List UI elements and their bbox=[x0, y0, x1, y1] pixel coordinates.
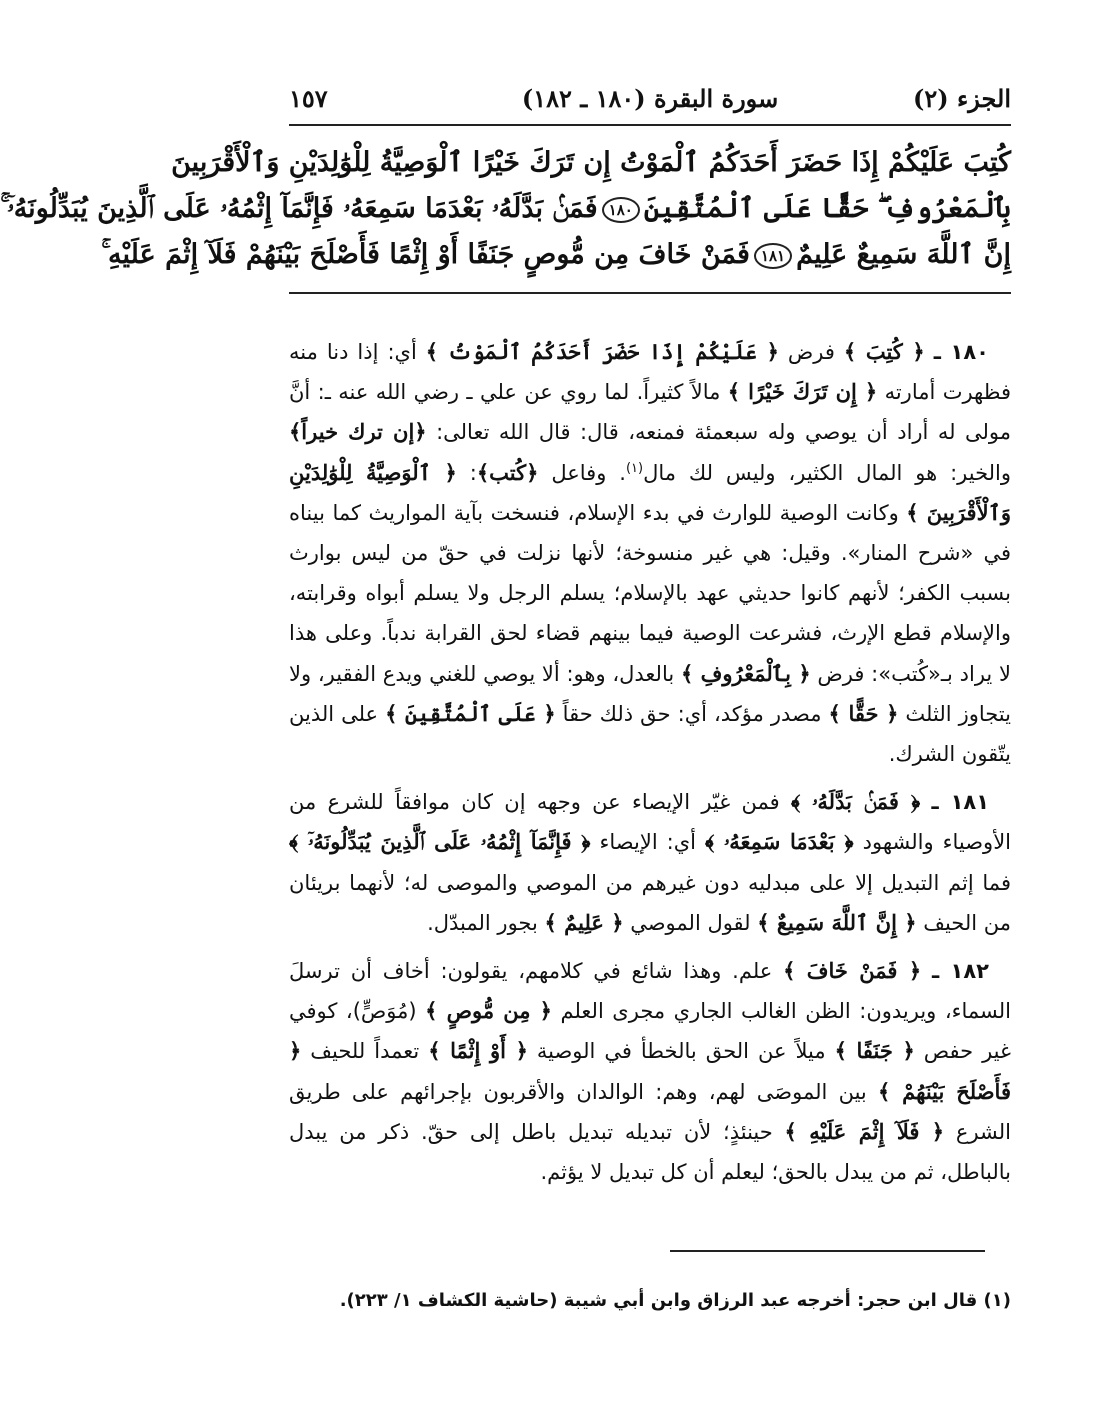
page-number: ١٥٧ bbox=[289, 84, 328, 113]
quote: ﴿ فَمَنْ خَافَ ﴾ bbox=[783, 958, 922, 984]
text: فمن غيّر الإيصاء عن وجهه إن كان موافقاً للشرع من الأوصياء والشهود bbox=[289, 790, 1012, 855]
header-divider bbox=[289, 124, 1011, 126]
commentary bbox=[289, 332, 1011, 1192]
juz-label: الجزء (٢) bbox=[913, 84, 1011, 113]
text: فما إثم التبديل إلا على مبدليه دون غيرهم من الموصي والموصى له؛ لأنهما بريئان من الحيف bbox=[289, 870, 1011, 935]
quran-text: إِنَّ ٱللَّهَ سَمِيعٌ عَلِيمٌ bbox=[796, 239, 1011, 270]
text: فرض bbox=[778, 340, 844, 364]
verse-number: ١٨١ ـ bbox=[931, 790, 990, 815]
text: علم. وهذا شائع في كلامهم، يقولون: أخاف أن ترسلَ السماء، ويريدون: الظن الغالب الجاري مجرى العلم bbox=[289, 959, 1012, 1024]
page-header bbox=[289, 78, 1011, 122]
text: على الذين يتّقون الشرك. bbox=[289, 701, 1011, 767]
verses-divider bbox=[289, 292, 1011, 294]
quran-text: كُتِبَ عَلَيْكُمْ إِذَا حَضَرَ أَحَدَكُمُ ٱلْمَوْتُ إِن تَرَكَ خَيْرًا ٱلْوَصِيَّةُ لِلْوَٰلِدَيْنِ وَٱلْأَقْرَبِينَ bbox=[171, 147, 1011, 178]
quote: ﴿إن ترك خيراً﴾ bbox=[289, 419, 427, 445]
text: : bbox=[456, 460, 477, 485]
quote: ﴿ إِنَّ ٱللَّهَ سَمِيعٌ ﴾ bbox=[757, 909, 917, 935]
text: مالاً كثيراً. لما روي عن علي ـ رضي الله عنه ـ: أنَّ مولى له أراد أن يوصي وله سبعمئة فمنعه، قال: قال الله تعالى: bbox=[289, 380, 1012, 445]
verse-number: ١٨٠ ـ bbox=[933, 340, 989, 364]
quote: ﴿ بَعْدَمَا سَمِعَهُۥ ﴾ bbox=[705, 829, 854, 855]
quote: ﴿ عَلَيْكُمْ إِذَا حَضَرَ أَحَدَكُمُ ٱلْمَوْتُ ﴾ bbox=[425, 339, 779, 364]
quote: ﴿ أَوْ إِثْمًا ﴾ bbox=[428, 1038, 528, 1064]
quote: ﴿ فَلَآ إِثْمَ عَلَيْهِ ﴾ bbox=[784, 1118, 945, 1144]
text: تعمداً للحيف bbox=[301, 1039, 429, 1064]
quote: ﴿ إِن تَرَكَ خَيْرًا ﴾ bbox=[727, 379, 878, 405]
commentary-paragraph-180 bbox=[289, 332, 1011, 774]
quote: ﴿ كُتِبَ ﴾ bbox=[843, 339, 925, 364]
quote: ﴿ مِن مُّوصٍ ﴾ bbox=[425, 998, 552, 1024]
quran-text: فَمَنْ خَافَ مِن مُّوصٍ جَنَفًا أَوْ إِثْمًا فَأَصْلَحَ بَيْنَهُمْ فَلَآ إِثْمَ عَلَيْهِ ۚ bbox=[101, 239, 750, 270]
text: وكانت الوصية للوارث في بدء الإسلام، فنسخت بآية المواريث كما بيناه في «شرح المنار». وقيل: هي غير منسوخة؛ لأنها نزلت في حقّ من ليس بوارث بسبب الكفر؛ لأنهم كانوا حديثي عهد بالإسلام؛ يسلم الرجل ولا يسلم أبواه وقرابته، والإسلام قطع الإرث، فشرعت الوصية فيما بينهم قضاء لحق القرابة ندباً. وعلى هذا لا يراد بـ«كُتب»: فرض bbox=[289, 500, 1011, 686]
footnote-reference: (١) bbox=[625, 460, 644, 476]
text: (مُوَصٍّ)، كوفي غير حفص bbox=[289, 999, 1011, 1064]
text: حينئذٍ؛ لأن تبديله تبديل باطل إلى حقّ. ذكر من يبدل بالباطل، ثم من يبدل بالحق؛ ليعلم أن كل تبديل لا يؤثم. bbox=[289, 1119, 1011, 1185]
quran-text: فَمَنۢ بَدَّلَهُۥ بَعْدَمَا سَمِعَهُۥ فَإِنَّمَآ إِثْمُهُۥ عَلَى ٱلَّذِينَ يُبَدِّلُونَهُۥٓ ۚ bbox=[0, 193, 598, 224]
quote: ﴿ عَلَى ٱلْمُتَّقِينَ ﴾ bbox=[385, 700, 556, 726]
text: أي: إذا دنا منه فظهرت أمارته bbox=[289, 340, 1011, 405]
quran-line bbox=[0, 186, 1011, 232]
quote: ﴿ فَإِنَّمَآ إِثْمُهُۥ عَلَى ٱلَّذِينَ يُبَدِّلُونَهُۥٓ ﴾ bbox=[289, 829, 591, 855]
verse-number: ١٨٢ ـ bbox=[931, 959, 989, 984]
text: بجور المبدّل. bbox=[427, 910, 545, 935]
quote: ﴿ فَمَنۢ بَدَّلَهُۥ ﴾ bbox=[790, 789, 921, 815]
text: بالعدل، وهو: ألا يوصي للغني ويدع الفقير، ولا يتجاوز الثلث bbox=[289, 661, 1011, 726]
quran-verses bbox=[0, 140, 1011, 278]
quran-line bbox=[101, 232, 1011, 278]
text: لقول الموصي bbox=[623, 910, 758, 935]
commentary-paragraph-182 bbox=[289, 951, 1011, 1192]
quote: ﴿ ٱلْوَصِيَّةُ لِلْوَٰلِدَيْنِ وَٱلْأَقْرَبِينَ ﴾ bbox=[289, 459, 1011, 525]
footnote-divider bbox=[670, 1250, 985, 1252]
ayah-number-marker: ١٨٠ bbox=[602, 197, 640, 223]
quote: ﴿ حَقًّا ﴾ bbox=[828, 700, 899, 726]
text: مصدر مؤكد، أي: حق ذلك حقاً bbox=[555, 701, 829, 726]
quote: ﴿ بِٱلْمَعْرُوفِ ﴾ bbox=[680, 660, 811, 686]
quran-text: بِٱلْمَعْرُوفِ ۖ حَقًّا عَلَى ٱلْمُتَّقِينَ bbox=[643, 193, 1011, 224]
quran-line bbox=[171, 140, 1011, 186]
surah-title: سورة البقرة (١٨٠ ـ ١٨٢) bbox=[521, 84, 779, 113]
quote: ﴿ عَلِيمٌ ﴾ bbox=[544, 909, 624, 935]
quote: ﴿كُتب﴾ bbox=[476, 459, 539, 485]
text: والخير: هو المال الكثير، وليس لك مال bbox=[643, 460, 1011, 485]
text: أي: الإيصاء bbox=[590, 830, 706, 855]
footnote: (١) قال ابن حجر: أخرجه عبد الرزاق وابن أبي شيبة (حاشية الكشاف ١/ ٢٢٣). bbox=[339, 1290, 1011, 1311]
quote: ﴿ فَأَصْلَحَ بَيْنَهُمْ ﴾ bbox=[289, 1038, 1011, 1104]
text: ميلاً عن الحق بالخطأ في الوصية bbox=[527, 1039, 835, 1064]
text: بين الموصَى لهم، وهم: الوالدان والأقربون بإجرائهم على طريق الشرع bbox=[289, 1079, 1011, 1144]
quote: ﴿ جَنَفًا ﴾ bbox=[834, 1038, 915, 1064]
ayah-number-marker: ١٨١ bbox=[754, 243, 792, 269]
text: . وفاعل bbox=[538, 460, 626, 485]
commentary-paragraph-181 bbox=[289, 782, 1011, 943]
